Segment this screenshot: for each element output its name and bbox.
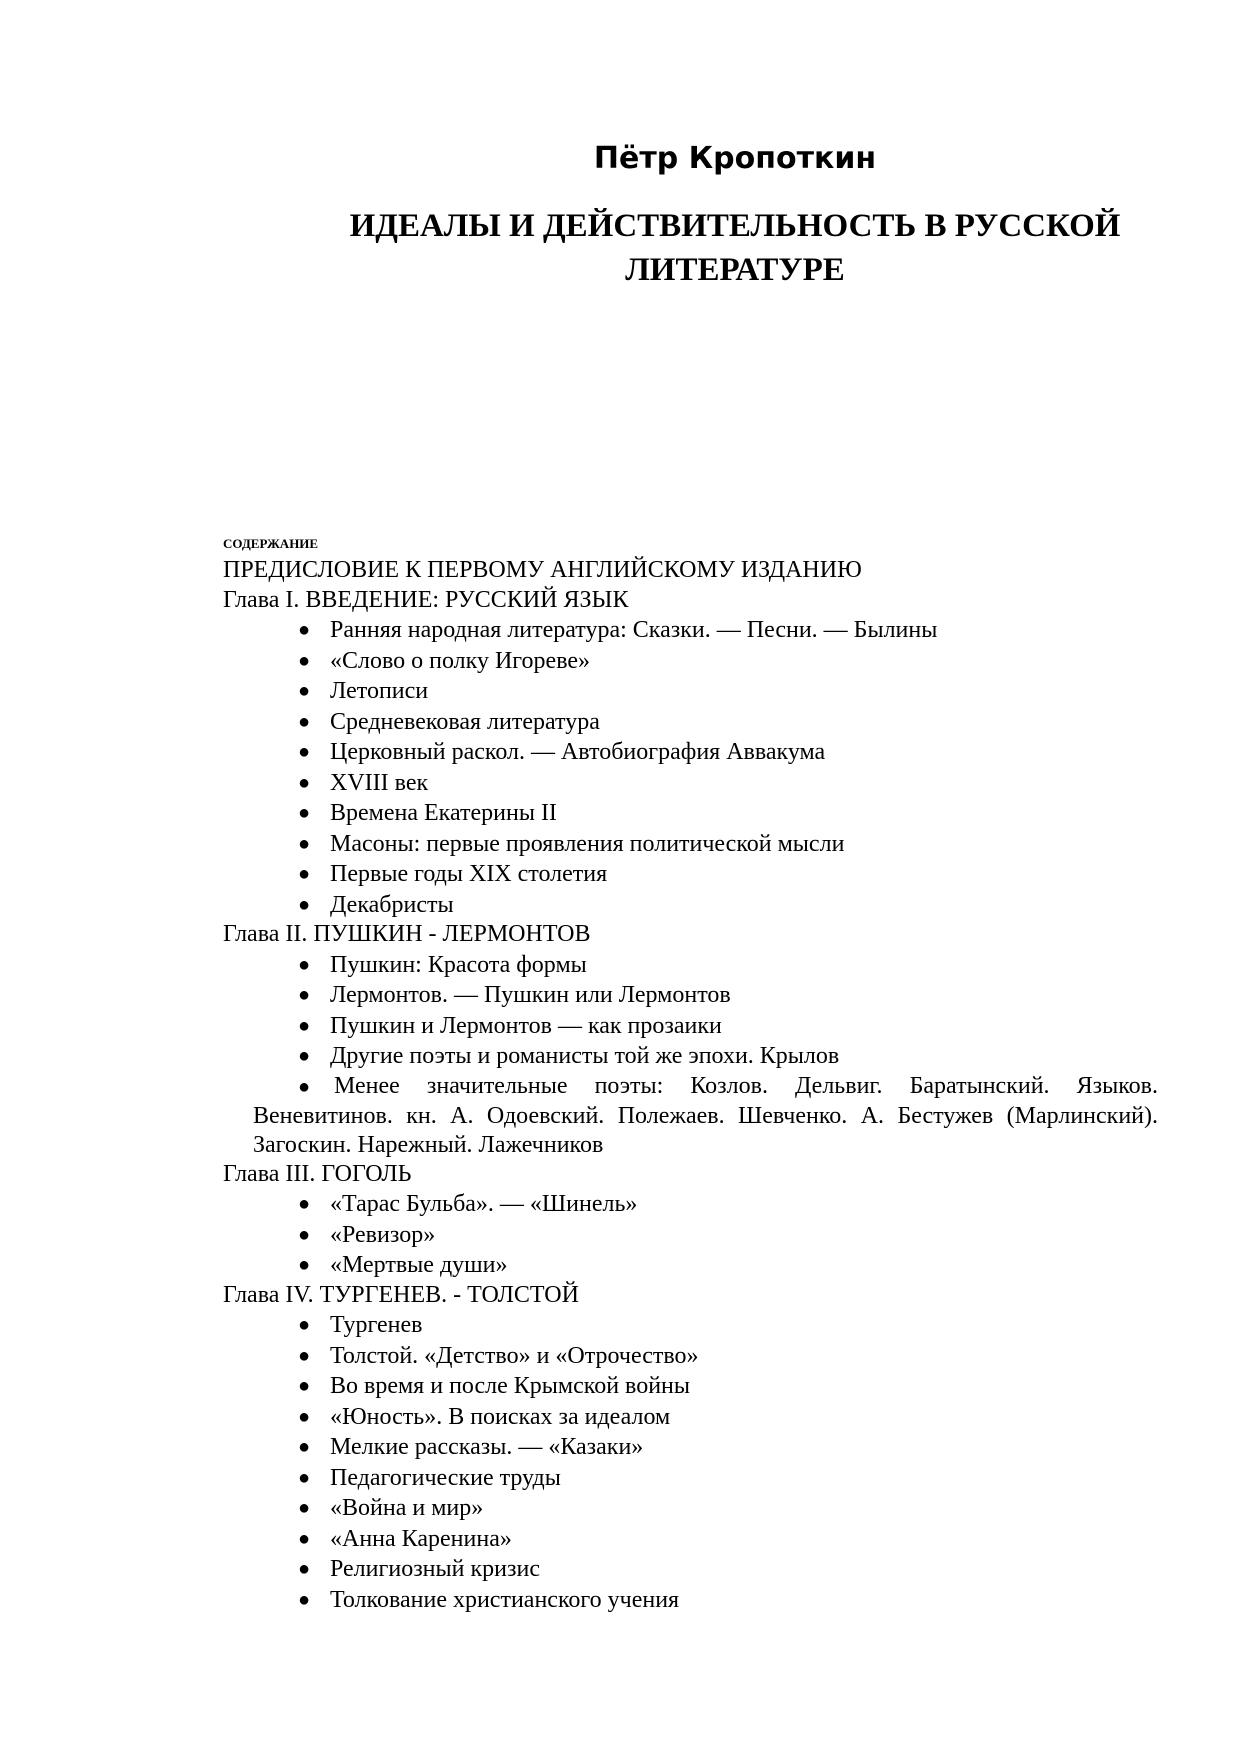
- bullet-icon: ●: [298, 1045, 311, 1067]
- bullet-icon: ●: [298, 649, 311, 672]
- toc-heading: СОДЕРЖАНИЕ: [223, 536, 319, 551]
- bullet-icon: ●: [298, 1588, 311, 1611]
- list-item: ● Лермонтов. — Пушкин или Лермонтов: [223, 980, 1158, 1011]
- bullet-icon: ●: [298, 1014, 311, 1037]
- toc-chapter-4-items: [223, 1310, 1158, 1615]
- list-item: ● Летописи: [223, 676, 1158, 707]
- list-item: ● Церковный раскол. — Автобиография Аввакума: [223, 737, 1158, 768]
- bullet-icon: ●: [298, 953, 311, 976]
- bullet-icon: ●: [298, 1075, 311, 1098]
- bullet-icon: ●: [298, 1527, 311, 1550]
- bullet-icon: ●: [298, 802, 311, 824]
- list-item: ● XVIII век: [223, 768, 1158, 799]
- bullet-icon: ●: [298, 1405, 311, 1428]
- bullet-icon: ●: [298, 1314, 311, 1336]
- author-name: Пётр Кропоткин: [593, 141, 877, 176]
- book-title-line-1: ИДЕАЛЫ И ДЕЙСТВИТЕЛЬНОСТЬ В РУССКОЙ: [349, 208, 1121, 244]
- book-title: [0, 204, 1240, 292]
- toc-chapter-3-items: [223, 1189, 1158, 1281]
- bullet-icon: ●: [298, 680, 311, 702]
- bullet-icon: ●: [298, 1558, 311, 1580]
- list-item: ● Первые годы XIX столетия: [223, 859, 1158, 890]
- list-item: ● Тургенев: [223, 1310, 1158, 1341]
- list-item: ● Времена Екатерины II: [223, 798, 1158, 829]
- bullet-icon: ●: [298, 1344, 311, 1367]
- bullet-icon: ●: [298, 1375, 311, 1397]
- list-item: ● «Юность». В поисках за идеалом: [223, 1402, 1158, 1433]
- toc-chapter-1-title: Глава I. ВВЕДЕНИЕ: РУССКИЙ ЯЗЫК: [223, 586, 629, 613]
- bullet-icon: ●: [298, 1254, 311, 1276]
- list-item: ● Толкование христианского учения: [223, 1585, 1158, 1616]
- list-item: ● «Мертвые души»: [223, 1250, 1158, 1281]
- toc-chapter-3-title: Глава III. ГОГОЛЬ: [223, 1160, 412, 1187]
- book-title-line-2: ЛИТЕРАТУРЕ: [625, 252, 845, 288]
- list-item: ● Ранняя народная литература: Сказки. — Песни. — Былины: [223, 615, 1158, 646]
- bullet-icon: ●: [298, 619, 311, 641]
- list-item: ● Религиозный кризис: [223, 1554, 1158, 1585]
- toc-chapter-2-items: [223, 950, 1158, 1160]
- bullet-icon: ●: [298, 1466, 311, 1489]
- list-item: ● Толстой. «Детство» и «Отрочество»: [223, 1341, 1158, 1372]
- bullet-icon: ●: [298, 771, 311, 794]
- bullet-icon: ●: [298, 1497, 311, 1519]
- bullet-icon: ●: [298, 1223, 311, 1246]
- list-item: ● «Ревизор»: [223, 1220, 1158, 1251]
- bullet-icon: ●: [298, 863, 311, 885]
- list-item: ● Средневековая литература: [223, 707, 1158, 738]
- list-item: ● Педагогические труды: [223, 1463, 1158, 1494]
- list-item: ● «Слово о полку Игореве»: [223, 646, 1158, 677]
- list-item: ● «Анна Каренина»: [223, 1524, 1158, 1555]
- list-item: ● Мелкие рассказы. — «Казаки»: [223, 1432, 1158, 1463]
- toc-preface: ПРЕДИСЛОВИЕ К ПЕРВОМУ АНГЛИЙСКОМУ ИЗДАНИЮ: [223, 557, 862, 583]
- toc-chapter-4-title: Глава IV. ТУРГЕНЕВ. - ТОЛСТОЙ: [223, 1281, 579, 1308]
- list-item: ● Декабристы: [223, 890, 1158, 921]
- bullet-icon: ●: [298, 710, 311, 733]
- list-item: ● Пушкин: Красота формы: [223, 950, 1158, 981]
- list-item: ● «Война и мир»: [223, 1493, 1158, 1524]
- bullet-icon: ●: [298, 1436, 311, 1458]
- list-item: ● Менее значительные поэты: Козлов. Дельвиг. Баратынский. Языков. Веневитинов. кн. А. Одоевский. Полежаев. Шевченко. А. Бестужев (Марлинский). Загоскин. Нарежный. Лажечников: [253, 1072, 1158, 1158]
- list-item: ● «Тарас Бульба». — «Шинель»: [223, 1189, 1158, 1220]
- list-item: ● Во время и после Крымской войны: [223, 1371, 1158, 1402]
- bullet-icon: ●: [298, 832, 311, 855]
- toc-chapter-1-items: [223, 615, 1158, 920]
- bullet-icon: ●: [298, 984, 311, 1006]
- list-item: ● Масоны: первые проявления политической мысли: [223, 829, 1158, 860]
- list-item: ● Другие поэты и романисты той же эпохи. Крылов: [223, 1041, 1158, 1072]
- toc-chapter-2-title: Глава II. ПУШКИН - ЛЕРМОНТОВ: [223, 921, 591, 947]
- table-of-contents: [223, 535, 1158, 1615]
- bullet-icon: ●: [298, 741, 311, 763]
- bullet-icon: ●: [298, 1193, 311, 1215]
- list-item: ● Пушкин и Лермонтов — как прозаики: [223, 1011, 1158, 1042]
- bullet-icon: ●: [298, 893, 311, 916]
